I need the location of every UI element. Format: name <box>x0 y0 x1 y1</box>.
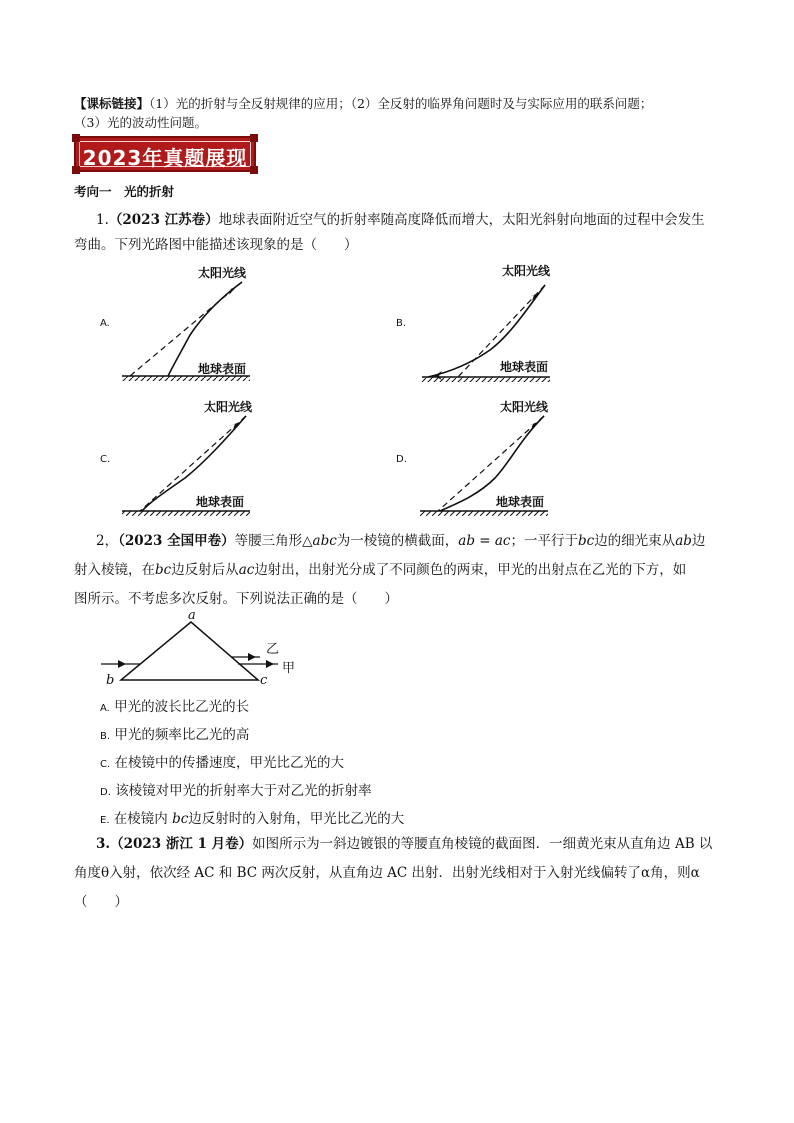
option-key: D. <box>100 787 111 798</box>
option-text: 该棱镜对甲光的折射率大于对乙光的折射率 <box>115 783 372 799</box>
q2-option-b[interactable] <box>100 722 404 750</box>
beam-yi-label: 乙 <box>266 642 280 657</box>
banner-title: 2023年真题展现 <box>82 146 248 170</box>
q2-option-d[interactable] <box>100 778 404 806</box>
curriculum-line2: （3）光的波动性问题。 <box>74 115 207 130</box>
beam-jia-label: 甲 <box>282 661 296 676</box>
curriculum-link <box>74 94 734 132</box>
c-ground-label: 地球表面 <box>196 495 245 509</box>
curriculum-tag: 【课标链接】 <box>74 96 150 111</box>
b-ground-label: 地球表面 <box>500 360 549 374</box>
q1-number: 1. <box>96 212 109 228</box>
option-text: 甲光的波长比乙光的长 <box>114 699 250 715</box>
section-heading: 考向一 光的折射 <box>74 184 175 199</box>
q2-var: ab <box>675 533 692 549</box>
q2-source: （2023 全国甲卷） <box>118 533 235 549</box>
q2-text: 射入棱镜，在 <box>74 562 155 578</box>
vertex-b-label: b <box>106 673 115 688</box>
option-key: C. <box>100 759 111 770</box>
q3-text-line1: 如图所示为一斜边镀银的等腰直角棱镜的截面图．一细黄光束从直角边 AB 以 <box>252 836 713 852</box>
q2-var: ac <box>238 562 255 578</box>
curriculum-line1: （1）光的折射与全反射规律的应用；（2）全反射的临界角问题时及与实际应用的联系问题； <box>149 96 653 111</box>
option-text: 甲光的频率比乙光的高 <box>114 727 250 743</box>
option-text: 在棱镜内 <box>113 811 173 827</box>
q1-figures <box>0 255 794 525</box>
q2-text: 边的细光束从 <box>594 533 676 549</box>
q3-source: （2023 浙江 1 月卷） <box>110 836 253 852</box>
q3-number: 3. <box>96 836 111 852</box>
q1-source: （2023 江苏卷） <box>108 212 219 228</box>
option-var: bc <box>172 811 189 827</box>
vertex-a-label: a <box>188 608 196 623</box>
q2-var: bc <box>577 533 595 549</box>
vertex-c-label: c <box>260 673 268 688</box>
q2-var: ab = ac <box>458 533 511 549</box>
question-3-stem <box>74 830 738 917</box>
question-2-stem <box>74 527 738 614</box>
d-ground-label: 地球表面 <box>496 495 545 509</box>
a-sun-label: 太阳光线 <box>198 266 247 280</box>
q2-text: 边 <box>691 533 706 549</box>
option-d-key: D. <box>396 454 407 465</box>
option-key: A. <box>100 703 110 714</box>
option-key: E. <box>100 815 110 826</box>
q2-text: 等腰三角形△ <box>234 533 313 549</box>
q2-option-a[interactable] <box>100 694 404 722</box>
q2-options <box>100 694 404 834</box>
q1-text-line1: 地球表面附近空气的折射率随高度降低而增大，太阳光斜射向地面的过程中会发生 <box>218 212 705 228</box>
q2-var: abc <box>312 533 337 549</box>
q3-text-line2: 角度θ入射，依次经 AC 和 BC 两次反射，从直角边 AC 出射．出射光线相对于入射光线偏转了α角，则α <box>74 865 700 881</box>
option-a-key: A. <box>100 318 110 329</box>
q2-option-c[interactable] <box>100 750 404 778</box>
option-key: B. <box>100 731 111 742</box>
q1-text-line2: 弯曲。下列光路图中能描述该现象的是（ ） <box>74 237 358 253</box>
question-1-stem <box>74 208 734 258</box>
q2-text: 边射出，出射光分成了不同颜色的两束，甲光的出射点在乙光的下方，如 <box>254 562 687 578</box>
c-sun-label: 太阳光线 <box>204 400 253 414</box>
d-sun-label: 太阳光线 <box>500 400 549 414</box>
q2-text: 图所示。不考虑多次反射。下列说法正确的是（ ） <box>74 591 398 607</box>
b-sun-label: 太阳光线 <box>502 264 551 278</box>
q2-text: 边反射后从 <box>171 562 239 578</box>
q2-number: 2， <box>96 533 119 549</box>
option-text: 在棱镜中的传播速度，甲光比乙光的大 <box>114 755 344 771</box>
q3-text-line3: （ ） <box>74 894 128 910</box>
option-b-key: B. <box>396 318 407 329</box>
option-text: 边反射时的入射角，甲光比乙光的大 <box>188 811 405 827</box>
option-c-key: C. <box>100 454 111 465</box>
q2-text: ；一平行于 <box>510 533 578 549</box>
q2-text: 为一棱镜的横截面， <box>336 533 459 549</box>
section-banner <box>74 136 256 172</box>
q2-var: bc <box>155 562 172 578</box>
a-ground-label: 地球表面 <box>198 362 247 376</box>
